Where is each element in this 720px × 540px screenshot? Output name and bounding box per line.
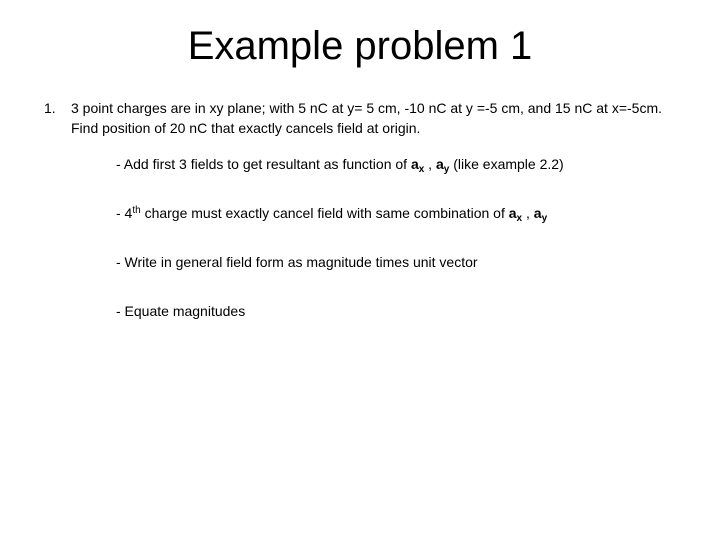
unit-vector-ay-subscript: y xyxy=(443,164,450,175)
unit-vector-ay-2-letter: a xyxy=(533,205,542,221)
step-fourth-charge-prefix: - 4 xyxy=(116,205,133,221)
step-add-fields-separator: , xyxy=(424,156,436,172)
problem-number: 1. xyxy=(44,100,56,116)
step-add-fields-note: (like example 2.2) xyxy=(449,156,564,172)
step-equate-magnitudes: - Equate magnitudes xyxy=(116,303,246,319)
slide-title: Example problem 1 xyxy=(187,24,533,68)
step-fourth-charge-separator: , xyxy=(522,205,534,221)
unit-vector-ay-letter: a xyxy=(435,156,444,172)
problem-text: 3 point charges are in xy plane; with 5 nC at y= 5 cm, -10 nC at y =-5 cm, and 15 nC at x=-5cm. Find position of 20 nC that exactly cancels field at origin. xyxy=(71,100,663,136)
unit-vector-ax-subscript: x xyxy=(418,164,425,175)
step-add-fields xyxy=(116,154,696,174)
step-fourth-charge xyxy=(116,203,696,223)
problem-statement xyxy=(44,98,684,138)
solution-steps xyxy=(116,154,696,350)
unit-vector-ax-2-subscript: x xyxy=(516,213,523,224)
unit-vector-ay xyxy=(435,156,450,175)
step-fourth-charge-superscript: th xyxy=(132,205,141,216)
unit-vector-ax-2 xyxy=(508,205,523,224)
unit-vector-ay-2-subscript: y xyxy=(541,213,548,224)
unit-vector-ay-2 xyxy=(533,205,548,224)
unit-vector-ax-2-letter: a xyxy=(508,205,517,221)
unit-vector-ax xyxy=(410,156,425,175)
step-add-fields-text: - Add first 3 fields to get resultant as function of xyxy=(116,156,411,172)
step-fourth-charge-text: charge must exactly cancel field with same combination of xyxy=(140,205,509,221)
unit-vector-ax-letter: a xyxy=(410,156,419,172)
step-general-form: - Write in general field form as magnitude times unit vector xyxy=(116,254,478,270)
